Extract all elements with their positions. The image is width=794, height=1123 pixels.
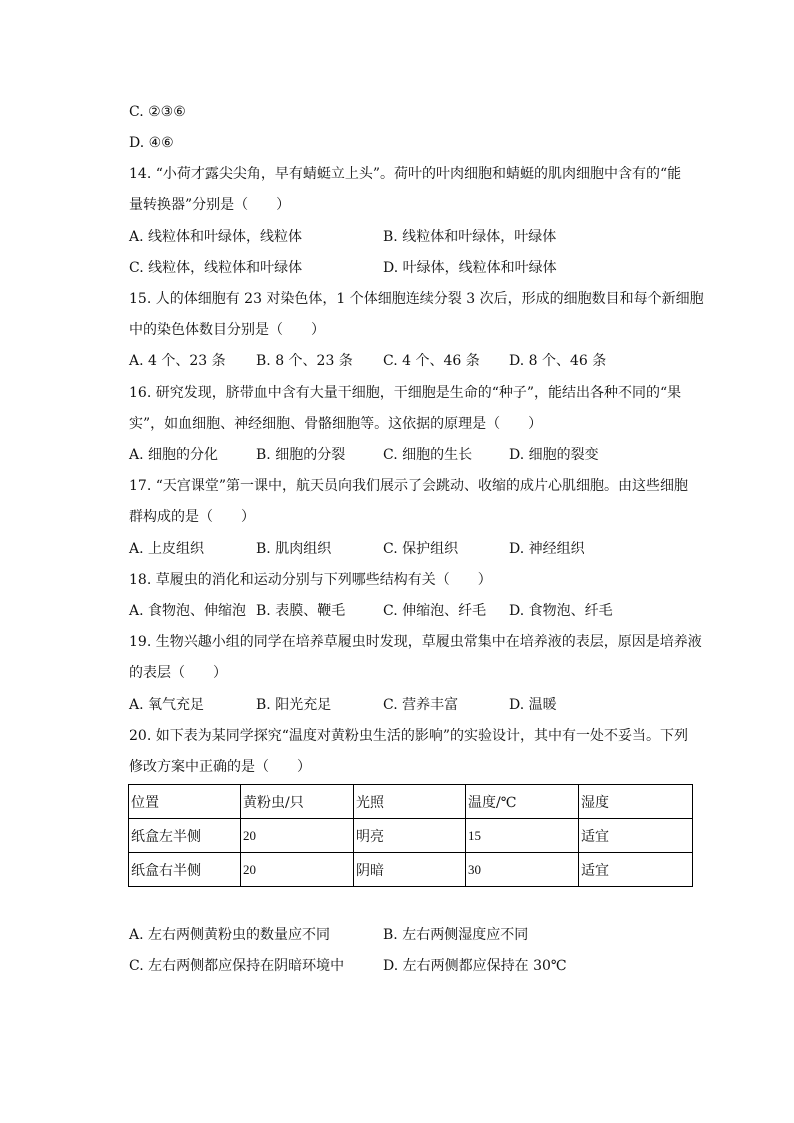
cell-count: 20 [241, 853, 354, 887]
q19-option-c: C. 营养丰富 [383, 697, 459, 713]
cell-light: 明亮 [354, 819, 466, 853]
header-temperature: 温度/℃ [466, 785, 579, 819]
q13-option-c: C. ②③⑥ [129, 104, 186, 120]
cell-position: 纸盒右半侧 [129, 853, 241, 887]
q17-stem: 17. “天宫课堂”第一课中，航天员向我们展示了会跳动、收缩的成片心肌细胞。由这些细胞 [129, 478, 689, 494]
q20-option-a: A. 左右两侧黄粉虫的数量应不同 [129, 927, 331, 943]
q17-option-d: D. 神经组织 [509, 541, 585, 557]
q18-option-c: C. 伸缩泡、纤毛 [383, 603, 487, 619]
q15-option-b: B. 8 个、23 条 [256, 353, 353, 369]
cell-temperature: 15 [466, 819, 579, 853]
q17-stem-cont: 群构成的是（ ） [129, 509, 255, 525]
q15-option-d: D. 8 个、46 条 [509, 353, 607, 369]
q20-option-b: B. 左右两侧湿度应不同 [383, 927, 529, 943]
q16-option-d: D. 细胞的裂变 [509, 447, 599, 463]
q18-stem: 18. 草履虫的消化和运动分别与下列哪些结构有关（ ） [129, 572, 492, 588]
q16-option-c: C. 细胞的生长 [383, 447, 473, 463]
q14-option-d: D. 叶绿体，线粒体和叶绿体 [383, 260, 557, 276]
q16-stem-cont: 实”，如血细胞、神经细胞、骨骼细胞等。这依据的原理是（ ） [129, 416, 543, 432]
q20-option-d: D. 左右两侧都应保持在 30℃ [383, 958, 567, 974]
q19-option-d: D. 温暖 [509, 697, 557, 713]
cell-humidity: 适宜 [579, 853, 693, 887]
q14-option-a: A. 线粒体和叶绿体，线粒体 [129, 229, 303, 245]
q18-option-a: A. 食物泡、伸缩泡 [129, 603, 247, 619]
q14-option-c: C. 线粒体，线粒体和叶绿体 [129, 260, 303, 276]
cell-temperature: 30 [466, 853, 579, 887]
q20-stem-cont: 修改方案中正确的是（ ） [129, 759, 311, 775]
q18-option-d: D. 食物泡、纤毛 [509, 603, 613, 619]
q19-stem: 19. 生物兴趣小组的同学在培养草履虫时发现，草履虫常集中在培养液的表层，原因是培养液 [129, 634, 702, 650]
q16-stem: 16. 研究发现，脐带血中含有大量干细胞，干细胞是生命的“种子”，能结出各种不同的“果 [129, 385, 682, 401]
cell-humidity: 适宜 [579, 819, 693, 853]
q14-option-b: B. 线粒体和叶绿体，叶绿体 [383, 229, 557, 245]
table-row [129, 819, 693, 853]
cell-position: 纸盒左半侧 [129, 819, 241, 853]
q16-option-a: A. 细胞的分化 [129, 447, 219, 463]
q15-option-c: C. 4 个、46 条 [383, 353, 480, 369]
cell-count: 20 [241, 819, 354, 853]
q19-option-a: A. 氧气充足 [129, 697, 205, 713]
q18-option-b: B. 表膜、鞭毛 [256, 603, 346, 619]
header-count: 黄粉虫/只 [241, 785, 354, 819]
table-header-row [129, 785, 693, 819]
q16-option-b: B. 细胞的分裂 [256, 447, 346, 463]
q17-option-b: B. 肌肉组织 [256, 541, 332, 557]
q20-option-c: C. 左右两侧都应保持在阴暗环境中 [129, 958, 345, 974]
header-light: 光照 [354, 785, 466, 819]
experiment-table [128, 784, 693, 887]
header-position: 位置 [129, 785, 241, 819]
q14-stem: 14. “小荷才露尖尖角，早有蜻蜓立上头”。荷叶的叶肉细胞和蜻蜓的肌肉细胞中含有的“能 [129, 166, 682, 182]
q17-option-c: C. 保护组织 [383, 541, 459, 557]
q20-stem: 20. 如下表为某同学探究“温度对黄粉虫生活的影响”的实验设计，其中有一处不妥当。下列 [129, 728, 689, 744]
q19-option-b: B. 阳光充足 [256, 697, 332, 713]
q13-option-d: D. ④⑥ [129, 135, 174, 151]
table-row [129, 853, 693, 887]
q15-option-a: A. 4 个、23 条 [129, 353, 226, 369]
q15-stem: 15. 人的体细胞有 23 对染色体，1 个体细胞连续分裂 3 次后，形成的细胞数目和每个新细胞 [129, 291, 704, 307]
q15-stem-cont: 中的染色体数目分别是（ ） [129, 322, 325, 338]
cell-light: 阴暗 [354, 853, 466, 887]
q19-stem-cont: 的表层（ ） [129, 665, 227, 681]
header-humidity: 湿度 [579, 785, 693, 819]
q17-option-a: A. 上皮组织 [129, 541, 205, 557]
q14-stem-cont: 量转换器”分别是（ ） [129, 197, 291, 213]
